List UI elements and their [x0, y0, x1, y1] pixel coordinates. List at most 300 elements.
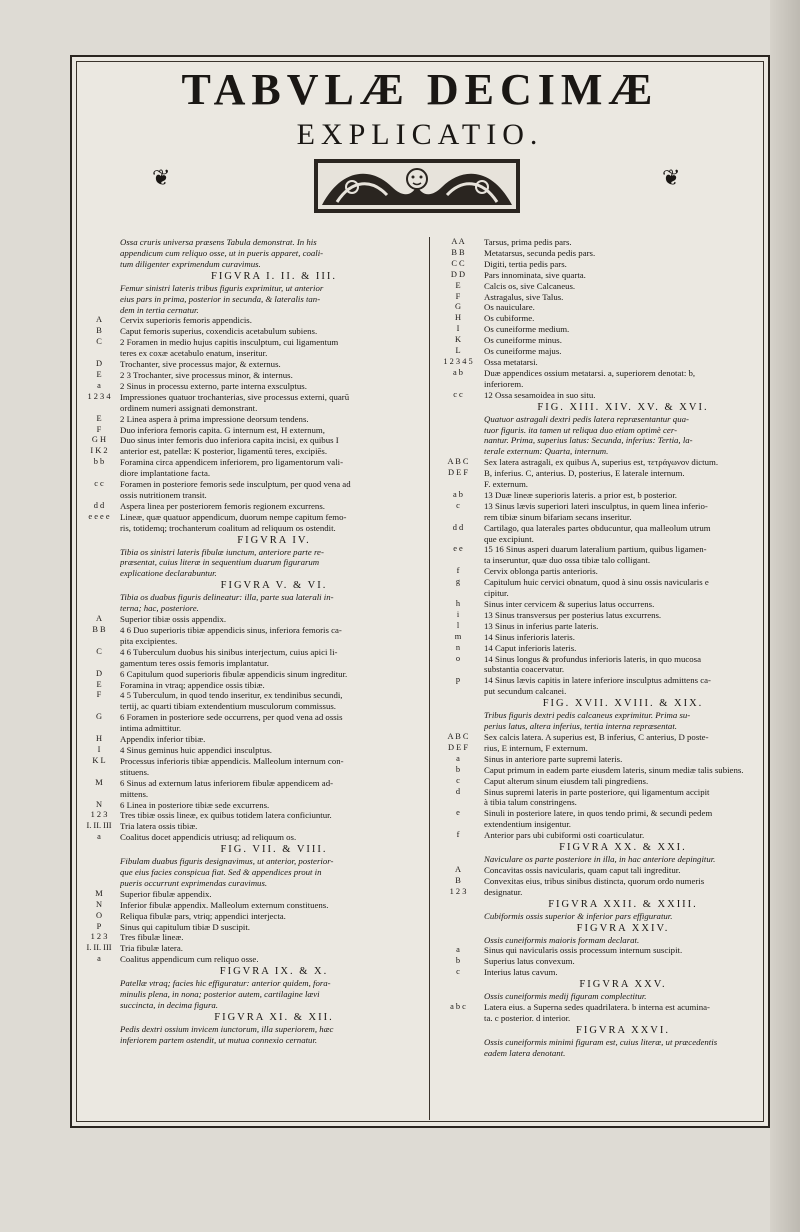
legend-text: Ossis cuneiformis medij figuram complectitur. — [484, 991, 647, 1002]
legend-line — [432, 490, 762, 501]
legend-marker: M — [95, 777, 103, 787]
legend-text: nantur. Prima, superius latus: Secunda, inferius: Tertia, la- — [484, 435, 693, 446]
legend-marker — [432, 935, 484, 946]
legend-text: Sinus supremi lateris in parte posteriore, qui ligamentum accipit — [484, 786, 710, 797]
legend-marker — [432, 588, 484, 599]
legend-line — [432, 643, 762, 654]
figure-heading: FIGVRA XI. & XII. — [214, 1011, 334, 1023]
legend-marker — [78, 557, 120, 568]
legend-marker — [78, 237, 120, 248]
page-edge — [770, 0, 800, 1232]
legend-text: Pedis dextri ossium invicem iunctorum, illa superiorem, hæc — [120, 1023, 334, 1034]
legend-line — [78, 457, 428, 468]
legend-marker: K — [454, 335, 462, 345]
legend-text: Fibulam duabus figuris designavimus, ut anterior, posterior- — [120, 856, 334, 867]
legend-text: Foramina circa appendicem inferiorem, pro ligamentorum vali- — [120, 457, 344, 468]
legend-text: Naviculare os parte posteriore in illa, in hac anteriore depingitur. — [484, 854, 716, 865]
headpiece-ornament-icon — [312, 157, 522, 215]
legend-line — [432, 732, 762, 743]
legend-line — [78, 922, 428, 933]
legend-marker: F — [96, 690, 102, 700]
legend-marker: b — [455, 956, 461, 966]
description-line — [78, 305, 428, 316]
legend-text: Os nauiculare. — [484, 302, 535, 313]
legend-text: B, inferius. C, anterius. D, posterius, E laterale internum. — [484, 468, 685, 479]
legend-text: Duo sinus inter femoris duo inferiora capita incisi, ex quibus I — [120, 435, 339, 446]
legend-text: Inferior fibulæ appendix. Malleolum externum constituens. — [120, 899, 329, 910]
legend-text: Coalitus docet appendicis utriusq; ad reliquum os. — [120, 832, 297, 843]
legend-marker: a b c — [450, 1002, 466, 1012]
legend-text: pueris occurrunt exprimendas curavimus. — [120, 877, 268, 888]
description-line — [432, 414, 762, 425]
legend-line — [432, 610, 762, 621]
legend-marker: c c — [453, 389, 463, 399]
figure-heading: FIGVRA XXV. — [579, 979, 667, 991]
legend-text: Caput primum in eadem parte eiusdem lateris, sinum mediæ talis subiens. — [484, 764, 744, 775]
legend-line — [78, 359, 428, 370]
legend-text: Metatarsus, secunda pedis pars. — [484, 247, 596, 258]
legend-text: intima admittitur. — [120, 723, 182, 734]
legend-line — [78, 800, 428, 811]
legend-line — [78, 403, 428, 414]
legend-text: Tria latera ossis tibiæ. — [120, 821, 198, 832]
legend-text: Coalitus appendicum cum reliquo osse. — [120, 954, 259, 965]
legend-text: minulis plena, in nona; posterior autem, cartilagine lævi — [120, 989, 320, 1000]
legend-marker: F — [96, 424, 102, 434]
legend-marker: a — [97, 832, 101, 842]
legend-text: Tibia os duabus figuris delineatur: illa, parte sua laterali in- — [120, 592, 334, 603]
description-line — [432, 721, 762, 732]
legend-text: tum diligenter exprimendum curavimus. — [120, 258, 261, 269]
legend-marker — [78, 283, 120, 294]
legend-marker — [78, 248, 120, 259]
legend-marker: b — [455, 764, 461, 774]
legend-line — [78, 512, 428, 523]
legend-marker: B — [455, 875, 461, 885]
legend-marker — [432, 911, 484, 922]
legend-marker: A — [95, 614, 103, 624]
legend-line — [78, 636, 428, 647]
legend-line — [78, 767, 428, 778]
description-line — [78, 867, 428, 878]
legend-text: Concavitas ossis navicularis, quam caput tali ingreditur. — [484, 864, 681, 875]
legend-line — [432, 468, 762, 479]
legend-marker: D — [95, 668, 103, 678]
legend-text: Caput alterum sinum eiusdem tali pingrediens. — [484, 775, 649, 786]
legend-text: put secundum calcanei. — [484, 686, 567, 697]
legend-marker: I K 2 — [90, 446, 108, 456]
legend-line — [432, 967, 762, 978]
legend-text: Ossis cuneiformis minimi figuram est, cuius literæ, ut præcedentis — [484, 1036, 718, 1047]
legend-line — [78, 501, 428, 512]
legend-line — [432, 754, 762, 765]
figure-heading: FIGVRA XXVI. — [575, 1024, 670, 1036]
legend-text: que eius facies conspicua fiat. Sed & appendices prout in — [120, 867, 322, 878]
legend-line — [432, 313, 762, 324]
legend-marker: e e — [453, 544, 463, 554]
legend-line — [432, 566, 762, 577]
legend-marker: A — [454, 864, 462, 874]
legend-text: Caput femoris superius, coxendicis acetabulum subiens. — [120, 326, 318, 337]
legend-marker — [78, 490, 120, 501]
description-line — [78, 878, 428, 889]
description-line — [78, 237, 428, 248]
legend-line — [432, 357, 762, 368]
legend-marker — [78, 989, 120, 1000]
legend-text: inferiorem partem ostendit, ut mutua connexio cernatur. — [120, 1034, 318, 1045]
legend-marker — [78, 348, 120, 359]
legend-marker — [432, 710, 484, 721]
legend-marker — [432, 425, 484, 436]
legend-text: Sex calcis latera. A superius est, B inferius, C anterius, D poste- — [484, 731, 709, 742]
legend-marker — [432, 664, 484, 675]
legend-marker — [78, 867, 120, 878]
legend-line — [78, 326, 428, 337]
legend-marker — [432, 1048, 484, 1059]
legend-marker: O — [95, 910, 103, 920]
description-line — [432, 1037, 762, 1048]
legend-text: Tarsus, prima pedis pars. — [484, 237, 572, 247]
legend-line — [432, 479, 762, 490]
fleuron-left-icon: ❦ — [152, 165, 171, 190]
legend-line — [78, 392, 428, 403]
legend-text: Sex latera astragali, ex quibus A, superius est, τετράγωνον dictum. — [484, 457, 719, 468]
legend-line — [432, 865, 762, 876]
legend-text: dem in tertia cernatur. — [120, 304, 199, 315]
legend-marker — [78, 568, 120, 579]
legend-text: Interius latus cavum. — [484, 967, 558, 978]
legend-marker — [78, 636, 120, 647]
legend-text: anterior est, patellæ: K posterior, ligamentū teres, excipiēs. — [120, 446, 328, 457]
legend-text: Quatuor astragali dextri pedis latera repræsentantur qua- — [484, 413, 689, 424]
legend-marker — [432, 686, 484, 697]
legend-line — [432, 621, 762, 632]
legend-marker: m — [454, 631, 462, 641]
legend-text: terna; hac, posteriore. — [120, 603, 199, 614]
legend-marker — [78, 1024, 120, 1035]
figure-heading: FIGVRA V. & VI. — [220, 580, 328, 592]
description-line — [78, 248, 428, 259]
legend-marker: c — [456, 500, 460, 510]
legend-text: gamentum teres ossis femoris implantatur. — [120, 657, 269, 668]
legend-line — [432, 237, 762, 248]
legend-text: ordinem numeri assignati demonstrant. — [120, 402, 258, 413]
legend-marker: H — [95, 734, 103, 744]
legend-marker — [78, 603, 120, 614]
legend-line — [78, 490, 428, 501]
legend-marker: L — [455, 346, 461, 356]
legend-marker: i — [456, 609, 460, 619]
legend-line — [78, 446, 428, 457]
legend-marker: a — [97, 954, 101, 964]
legend-marker: d d — [452, 522, 464, 532]
legend-line — [432, 830, 762, 841]
description-line — [78, 557, 428, 568]
legend-text: rius, E internum, F externum. — [484, 742, 588, 753]
legend-marker: b b — [93, 457, 105, 467]
legend-text: 2 3 Trochanter, sive processus minor, & internus. — [120, 369, 293, 380]
legend-marker: E — [96, 679, 102, 689]
legend-line — [432, 346, 762, 357]
description-line — [432, 911, 762, 922]
legend-marker: a b — [453, 367, 463, 377]
figure-heading: FIG. VII. & VIII. — [220, 844, 328, 856]
legend-marker: A — [95, 315, 103, 325]
legend-text: extendentium insigentur. — [484, 819, 571, 830]
legend-text: tertij, ac quarti tibiam extendentium musculorum commissus. — [120, 701, 336, 712]
legend-line — [432, 512, 762, 523]
legend-line — [432, 555, 762, 566]
legend-text: Superior fibulæ appendix. — [120, 888, 212, 899]
legend-text: Digiti, tertia pedis pars. — [484, 258, 567, 269]
legend-marker: o — [455, 653, 461, 663]
legend-text: mittens. — [120, 788, 149, 799]
description-line — [432, 854, 762, 865]
legend-line — [432, 270, 762, 281]
legend-text: Superior tibiæ ossis appendix. — [120, 614, 227, 625]
legend-text: 14 Sinus longus & profundus inferioris lateris, in quo mucosa — [484, 653, 701, 664]
legend-text: 12 Ossa sesamoidea in suo situ. — [484, 389, 596, 400]
legend-text: Pars innominata, sive quarta. — [484, 269, 586, 280]
legend-marker — [78, 294, 120, 305]
legend-text: 2 Linea aspera à prima impressione deorsum tendens. — [120, 413, 309, 424]
legend-line — [432, 281, 762, 292]
legend-marker — [78, 403, 120, 414]
legend-line — [78, 669, 428, 680]
legend-marker: d d — [93, 500, 105, 510]
legend-marker: P — [96, 921, 102, 931]
legend-line — [432, 787, 762, 798]
legend-marker: n — [455, 642, 461, 652]
legend-line — [432, 632, 762, 643]
legend-line — [78, 756, 428, 767]
figure-heading: FIG. XVII. XVIII. & XIX. — [542, 698, 704, 710]
figure-heading: FIGVRA XXIV. — [576, 922, 670, 934]
legend-text: Ossa cruris universa præsens Tabula demonstrat. In his — [120, 237, 317, 247]
legend-line — [432, 501, 762, 512]
legend-marker: N — [95, 899, 103, 909]
legend-marker: F — [455, 291, 461, 301]
legend-text: stituens. — [120, 766, 150, 777]
legend-text: teres ex coxæ acetabulo enatum, inseritur. — [120, 348, 268, 359]
legend-marker — [78, 468, 120, 479]
legend-marker — [78, 1035, 120, 1046]
legend-text: 6 Sinus ad externum latus inferiorem fibulæ appendicem ad- — [120, 777, 334, 788]
page-header — [72, 65, 768, 153]
legend-line — [432, 534, 762, 545]
legend-marker: N — [95, 799, 103, 809]
legend-marker: A A — [451, 237, 465, 246]
legend-text: Anterior pars ubi cubiformi osti coarticulatur. — [484, 830, 645, 841]
description-line — [78, 568, 428, 579]
legend-line — [78, 468, 428, 479]
legend-marker: p — [455, 675, 461, 685]
legend-marker: A B C — [447, 731, 469, 741]
legend-text: eadem latera denotant. — [484, 1047, 566, 1058]
legend-text: explicatione declarabuntur. — [120, 568, 217, 579]
figure-heading: FIGVRA IX. & X. — [219, 966, 329, 978]
legend-text: ta. c posterior. d interior. — [484, 1013, 571, 1023]
legend-marker — [78, 701, 120, 712]
left-column — [78, 237, 428, 1120]
fleuron-right-icon: ❦ — [662, 165, 681, 190]
legend-text: substantia coacervatur. — [484, 664, 565, 675]
legend-text: Tribus figuris dextri pedis calcaneus exprimitur. Prima su- — [484, 710, 691, 721]
legend-text: Reliqua fibulæ pars, vtriq; appendici interjecta. — [120, 910, 286, 921]
legend-marker — [432, 1013, 484, 1024]
legend-marker: G — [95, 712, 103, 722]
legend-marker: 1 2 3 — [90, 810, 108, 820]
legend-marker — [432, 1037, 484, 1048]
description-line — [432, 446, 762, 457]
legend-text: 4 5 Tuberculum, in quod tendo inseritur, ex tendinibus secundi, — [120, 690, 343, 701]
legend-text: à tibia talum constringens. — [484, 797, 577, 808]
legend-text: Cubiformis ossis superior & inferior pars effiguratur. — [484, 910, 673, 921]
right-column — [432, 237, 762, 1120]
legend-marker: I. II. III — [86, 821, 112, 831]
legend-marker: D D — [450, 269, 466, 279]
legend-text: designatur. — [484, 886, 523, 897]
legend-marker — [78, 856, 120, 867]
legend-line — [78, 810, 428, 821]
legend-marker: c — [456, 967, 460, 977]
legend-text: Patellæ vtraq; facies hic effiguratur: anterior quidem, fora- — [120, 978, 331, 989]
legend-text: 13 Duæ lineæ superioris lateris. a prior est, b posterior. — [484, 489, 678, 500]
legend-marker: 1 2 3 4 5 — [443, 356, 473, 366]
legend-text: 4 6 Tuberculum duobus his sinibus interjectum, cuius apici li- — [120, 646, 338, 657]
legend-text: Femur sinistri lateris tribus figuris exprimitur, ut anterior — [120, 282, 324, 293]
legend-marker: I. II. III — [86, 943, 112, 953]
legend-marker: H — [454, 313, 462, 323]
legend-text: 15 16 Sinus asperi duarum lateralium partium, quibus ligamen- — [484, 544, 707, 555]
legend-marker: a — [97, 380, 101, 390]
legend-text: Convexitas eius, tribus sinibus distincta, quorum ordo numeris — [484, 875, 705, 886]
legend-marker — [432, 479, 484, 490]
legend-line — [78, 414, 428, 425]
legend-line — [78, 832, 428, 843]
legend-text: rem tibiæ sinum bifariam secans inseritur. — [484, 511, 632, 522]
legend-text: Calcis os, sive Calcaneus. — [484, 280, 576, 291]
legend-marker: I — [456, 324, 460, 334]
legend-text: Tres tibiæ ossis lineæ, ex quibus totidem latera conficiuntur. — [120, 810, 332, 821]
legend-marker: E — [96, 413, 102, 423]
legend-marker: B B — [92, 625, 106, 634]
legend-marker: D E F — [447, 742, 468, 752]
figure-heading: FIGVRA IV. — [237, 534, 311, 546]
page-title: TABVLÆ DECIMÆ — [181, 65, 659, 114]
legend-marker — [432, 555, 484, 566]
figure-heading: FIG. XIII. XIV. XV. & XVI. — [537, 401, 709, 413]
legend-line — [78, 889, 428, 900]
description-line — [78, 978, 428, 989]
legend-text: Ossa metatarsi. — [484, 356, 538, 367]
legend-text: Astragalus, sive Talus. — [484, 291, 564, 302]
legend-text: Os cuneiforme medium. — [484, 324, 570, 335]
legend-text: Ossis cuneiformis maioris formam declarat. — [484, 934, 640, 945]
legend-text: Sinus in anteriore parte supremi lateris. — [484, 753, 623, 764]
legend-line — [432, 808, 762, 819]
description-line — [432, 1048, 762, 1059]
legend-marker — [78, 305, 120, 316]
legend-text: diore implantatione facta. — [120, 468, 211, 479]
legend-text: Cartilago, qua laterales partes obducuntur, qua malleolum utrum — [484, 522, 711, 533]
legend-line — [78, 911, 428, 922]
text-frame — [70, 55, 770, 1128]
legend-line — [432, 302, 762, 313]
legend-text: Aspera linea per posteriorem femoris regionem excurrens. — [120, 500, 325, 511]
legend-marker — [432, 446, 484, 457]
legend-line — [432, 664, 762, 675]
description-line — [78, 592, 428, 603]
legend-marker: G — [454, 302, 462, 312]
legend-text: Cervix oblonga partis anterioris. — [484, 566, 598, 577]
legend-line — [78, 690, 428, 701]
description-line — [78, 1024, 428, 1035]
legend-text: 2 Foramen in medio hujus capitis insculptum, cui ligamentum — [120, 337, 339, 348]
legend-marker — [78, 547, 120, 558]
legend-text: 13 Sinus in inferius parte lateris. — [484, 620, 599, 631]
legend-line — [78, 647, 428, 658]
legend-line — [78, 370, 428, 381]
description-line — [78, 547, 428, 558]
legend-text: Sinuli in posteriore latere, in quos tendo primi, & secundi pedem — [484, 808, 713, 819]
legend-text: Os cubiforme. — [484, 313, 535, 324]
legend-text: 14 Sinus inferioris lateris. — [484, 631, 575, 642]
legend-marker — [432, 379, 484, 390]
legend-text: Sinus qui capitulum tibiæ D suscipit. — [120, 921, 251, 932]
legend-line — [78, 435, 428, 446]
legend-line — [78, 680, 428, 691]
legend-text: Capitulum huic cervici obnatum, quod à sinu ossis navicularis e — [484, 577, 709, 588]
legend-line — [432, 654, 762, 665]
legend-text: 4 Sinus geminus huic appendici insculptus. — [120, 744, 272, 755]
legend-line — [78, 778, 428, 789]
legend-text: Tibia os sinistri lateris fibulæ iunctum, anteriore parte re- — [120, 546, 324, 557]
legend-line — [432, 945, 762, 956]
legend-line — [78, 523, 428, 534]
legend-text: cipitur. — [484, 588, 509, 599]
legend-text: præsentat, cuius literæ in sequentium duarum figurarum — [120, 557, 320, 568]
legend-marker — [78, 789, 120, 800]
legend-marker: c c — [94, 479, 104, 489]
legend-line — [78, 900, 428, 911]
legend-line — [432, 887, 762, 898]
legend-marker: B B — [451, 247, 465, 257]
legend-text: Duo inferiora femoris capita. G internum est, H externum, — [120, 424, 325, 435]
legend-line — [78, 479, 428, 490]
legend-marker: g — [455, 577, 461, 587]
legend-line — [432, 248, 762, 259]
legend-marker: f — [456, 566, 460, 576]
legend-line — [432, 457, 762, 468]
legend-marker: h — [455, 599, 461, 608]
legend-marker — [78, 658, 120, 669]
figure-heading: FIGVRA XX. & XXI. — [559, 842, 687, 854]
legend-marker: D — [95, 359, 103, 369]
legend-text: 13 Sinus lævis superiori lateri insculptus, in quem linea inferio- — [484, 500, 708, 511]
legend-marker — [432, 721, 484, 732]
legend-line — [78, 734, 428, 745]
legend-text: 13 Sinus transversus per posterius latus excurrens. — [484, 609, 662, 620]
legend-text: pita excipientes. — [120, 635, 178, 646]
legend-marker: M — [95, 888, 103, 898]
legend-line — [432, 335, 762, 346]
legend-text: Foramina in vtraq; appendice ossis tibiæ. — [120, 679, 265, 690]
legend-text: F. externum. — [484, 479, 529, 490]
legend-marker — [432, 797, 484, 808]
legend-text: 14 Sinus lævis capitis in latere inferiore insculptus admittens ca- — [484, 675, 711, 686]
legend-line — [78, 658, 428, 669]
